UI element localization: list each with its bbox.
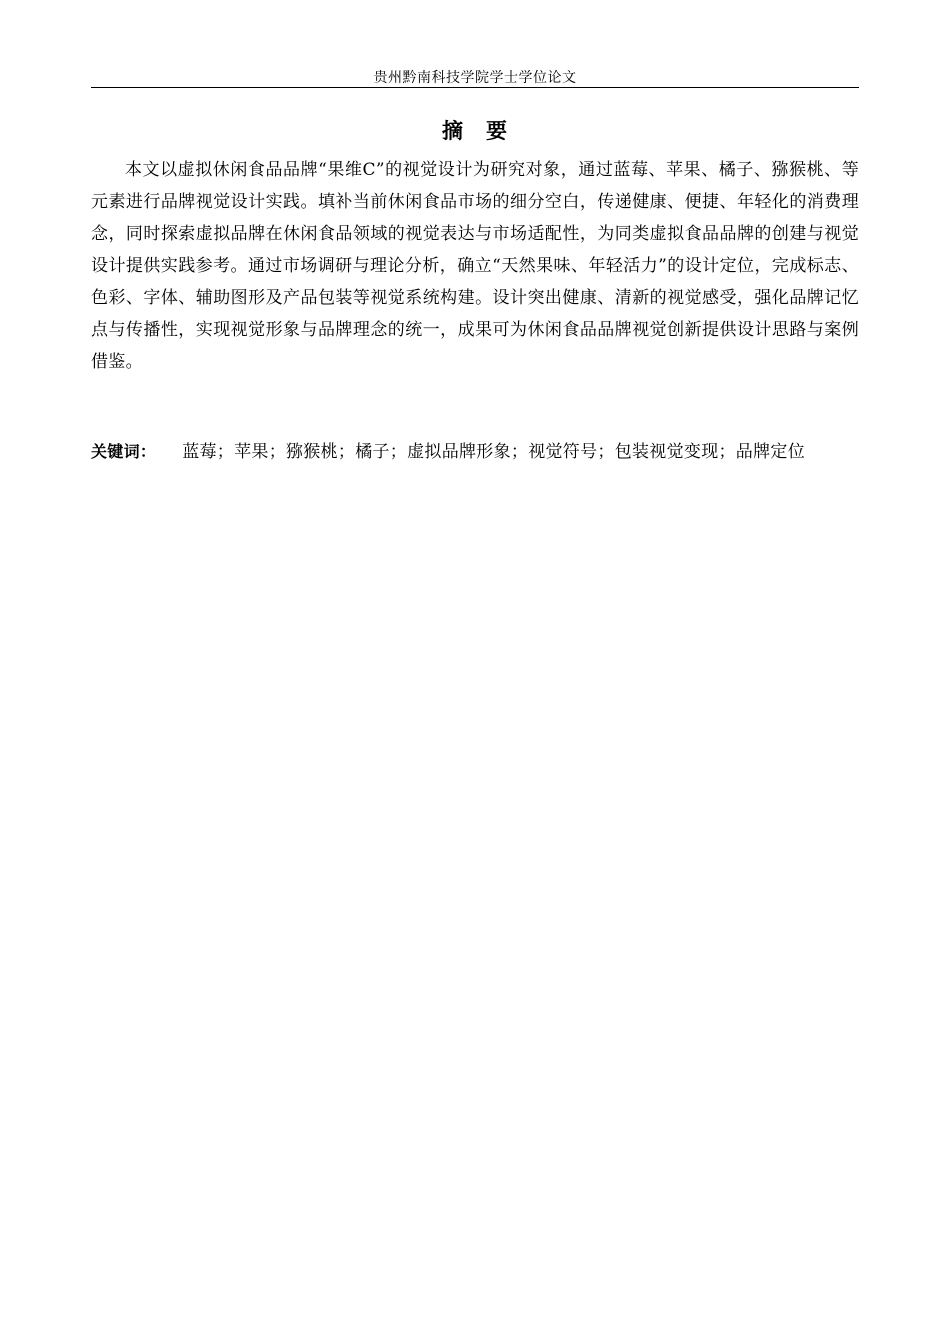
running-header: 贵州黔南科技学院学士学位论文 bbox=[373, 70, 577, 86]
keywords-label: 关键词： bbox=[91, 442, 157, 461]
keywords-text: 蓝莓；苹果；猕猴桃；橘子；虚拟品牌形象；视觉符号；包装视觉变现；品牌定位 bbox=[182, 442, 806, 462]
abstract-body: 本文以虚拟休闲食品品牌“果维C”的视觉设计为研究对象，通过蓝莓、苹果、橘子、猕猴桃、等元素进行品牌视觉设计实践。填补当前休闲食品市场的细分空白，传递健康、便捷、年轻化的消费理念，同时探索虚拟品牌在休闲食品领域的视觉表达与市场适配性，为同类虚拟食品品牌的创建与视觉设计提供实践参考。通过市场调研与理论分析，确立“天然果味、年轻活力”的设计定位，完成标志、色彩、字体、辅助图形及产品包装等视觉系统构建。设计突出健康、清新的视觉感受，强化品牌记忆点与传播性，实现视觉形象与品牌理念的统一，成果可为休闲食品品牌视觉创新提供设计思路与案例借鉴。 bbox=[91, 160, 859, 372]
header-rule bbox=[91, 87, 859, 88]
abstract-title bbox=[91, 116, 859, 146]
keywords-line bbox=[91, 438, 859, 466]
abstract-title-part2: 要 bbox=[486, 119, 508, 143]
abstract-title-part1: 摘 bbox=[442, 119, 464, 143]
